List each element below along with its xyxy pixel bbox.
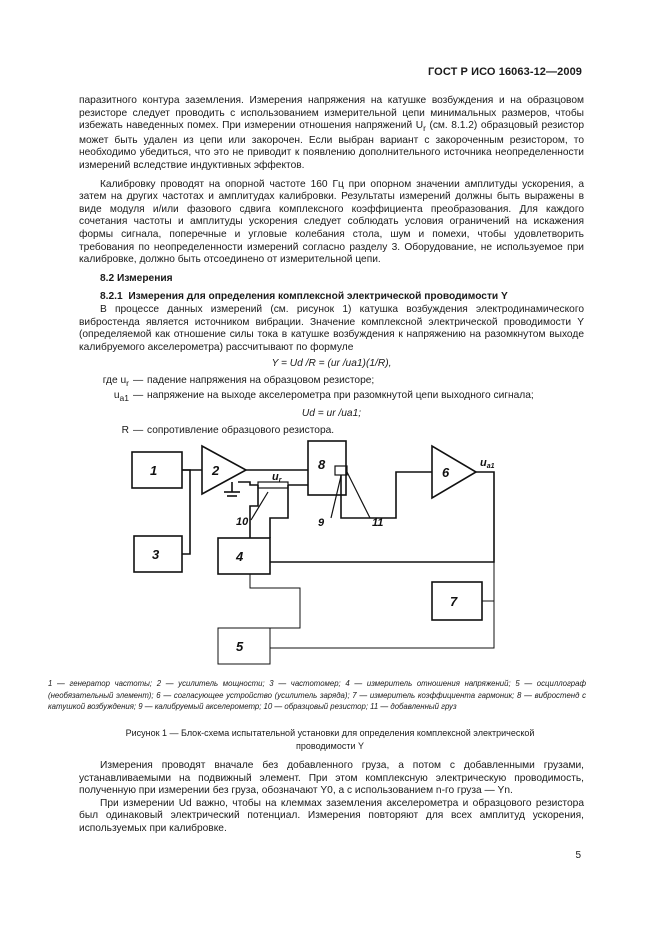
label-ua1-sub: a1 — [486, 463, 495, 470]
block-7-label: 7 — [450, 594, 458, 609]
block-3-label: 3 — [152, 547, 160, 562]
definition-ur — [79, 375, 584, 390]
block-4-label: 4 — [236, 549, 244, 564]
label-11: 11 — [372, 517, 384, 529]
subsection-title: Измерения для определения комплексной электрической проводимости Y — [128, 291, 508, 303]
label-ua1-main: u — [480, 457, 487, 469]
block-6-label: 6 — [442, 465, 450, 480]
paragraph-1 — [79, 95, 584, 173]
main-text — [79, 95, 584, 437]
block-2-label: 2 — [212, 463, 220, 478]
definition-symbol-text: u — [113, 389, 120, 401]
definition-symbol: R — [121, 424, 129, 436]
paragraph-4: Измерения проводят вначале без добавленного груза, а потом с добавленными грузами, устанавливаемыми на подвижный элемент. При этом комплексную электрическую проводимость, полученную при измерении без груза, обозначают Y0, а с использованием n-го груза — Yn. — [79, 760, 584, 797]
definition-symbol-text: где u — [102, 374, 127, 386]
label-ua1 — [480, 457, 495, 470]
subsection-number: 8.2.1 — [100, 291, 123, 303]
connection-lines — [182, 470, 494, 562]
label-9: 9 — [318, 517, 325, 529]
thin-connection-lines — [250, 562, 494, 648]
definition-symbol — [79, 390, 133, 405]
document-header: ГОСТ Р ИСО 16063-12—2009 — [427, 66, 582, 78]
paragraph-5: При измерении Ud важно, чтобы на клеммах заземления акселерометра и образцового резистора был одинаковый электрический потенциал. Измерения повторяют для всех амплитуд ускорения, используемых при калибровке. — [79, 797, 584, 834]
formula-ud: Ud = ur /ua1; — [301, 408, 362, 420]
block-5-oscilloscope — [218, 628, 270, 664]
definition-dash: — — [133, 389, 144, 401]
label-ur-main: u — [272, 471, 279, 483]
definition-text: сопротивление образцового резистора. — [147, 424, 335, 436]
subsection-heading-8-2-1 — [79, 291, 584, 304]
paragraph-3: В процессе данных измерений (см. рисунок 1) катушка возбуждения электродинамического вибростенда является источником вибрации. Значение комплексной электрической проводимости Y (определяемой как отношение силы тока в катушке возбуждения к напряжению на разомкнутом выходе калибруемого акселерометра) рассчитывают по формуле — [79, 303, 584, 353]
figure-caption — [60, 727, 600, 752]
section-heading-8-2: 8.2 Измерения — [100, 272, 173, 284]
paragraph-1-sub: r — [423, 123, 426, 134]
block-5-label: 5 — [236, 639, 244, 654]
definition-text: напряжение на выходе акселерометра при разомкнутой цепи выходного сигнала; — [147, 389, 534, 401]
paragraph-2: Калибровку проводят на опорной частоте 160 Гц при опорном значении амплитуды ускорения, а затем на других частотах и амплитудах калибровки. Результаты измерений должны быть выражены в виде модуля и/или фазового сдвига комплексного коэффициента преобразования. Для каждого сочетания частоты и амплитуды ускорения следует соблюдать условия ограничений на искажения формы сигнала, поперечные и угловые колебания стола, шум и помехи, чтобы удовлетворить требования по неопределенности измерений согласно разделу 3. Оборудование, не используемое при калибровке, должно быть отсоединено от измерительной цепи. — [79, 178, 584, 266]
definition-text: падение напряжения на образцовом резисторе; — [147, 374, 375, 386]
label-ur-sub: r — [278, 477, 282, 484]
definition-ua1 — [79, 390, 584, 405]
definition-symbol-sub: r — [126, 377, 129, 388]
label-10: 10 — [236, 516, 249, 528]
definition-symbol — [79, 375, 133, 390]
block-8-label: 8 — [318, 457, 326, 472]
page-number: 5 — [575, 850, 581, 861]
leader-lines — [251, 472, 370, 520]
figure-legend: 1 — генератор частоты; 2 — усилитель мощности; 3 — частотомер; 4 — измеритель отношения напряжений; 5 — осциллограф (необязательный элемент); 6 — согласующее устройство (усилитель заряда); 7 — измеритель коэффициента гармоник; 8 — вибростенд с катушкой возбуждения; 9 — калибруемый акселерометр; 10 — образцовый резистор; 11 — добавленный груз — [48, 679, 586, 711]
figure-caption-line-1: Рисунок 1 — Блок-схема испытательной установки для определения комплексной электрической — [125, 728, 535, 738]
definition-dash: — — [133, 424, 144, 436]
formula-admittance: Y = Ud /R = (ur /ua1)(1/R), — [271, 358, 392, 370]
block-4-voltage-ratio-meter — [218, 538, 270, 574]
definition-dash: — — [133, 374, 144, 386]
definitions-list — [79, 375, 584, 437]
figure-caption-line-2: проводимости Y — [296, 740, 364, 751]
block-6-charge-amplifier — [432, 446, 476, 498]
definition-symbol-sub: a1 — [119, 392, 129, 403]
paragraph-1-text-b: (см. 8.1.2) образцовый резистор может быть удален из цепи или закорочен. Если выбран вариант с закороченным резистором, то необходимо убедиться, что это не приводит к появлению дополнительного источника неопределенности измерений вследствие индуктивных эффектов. — [79, 120, 585, 171]
paragraph-1-text: паразитного контура заземления. Измерения напряжения на катушке возбуждения и на образцовом резисторе следует проводить с использованием измерительной цепи минимальных размеров, чтобы избежать наведенных помех. При измерении отношения напряжений U — [79, 95, 584, 132]
label-ur — [272, 471, 283, 484]
block-1-label: 1 — [150, 463, 158, 478]
definition-r — [79, 425, 584, 438]
bottom-text — [79, 760, 584, 836]
block-diagram — [120, 438, 520, 670]
block-2-power-amplifier — [202, 446, 246, 494]
